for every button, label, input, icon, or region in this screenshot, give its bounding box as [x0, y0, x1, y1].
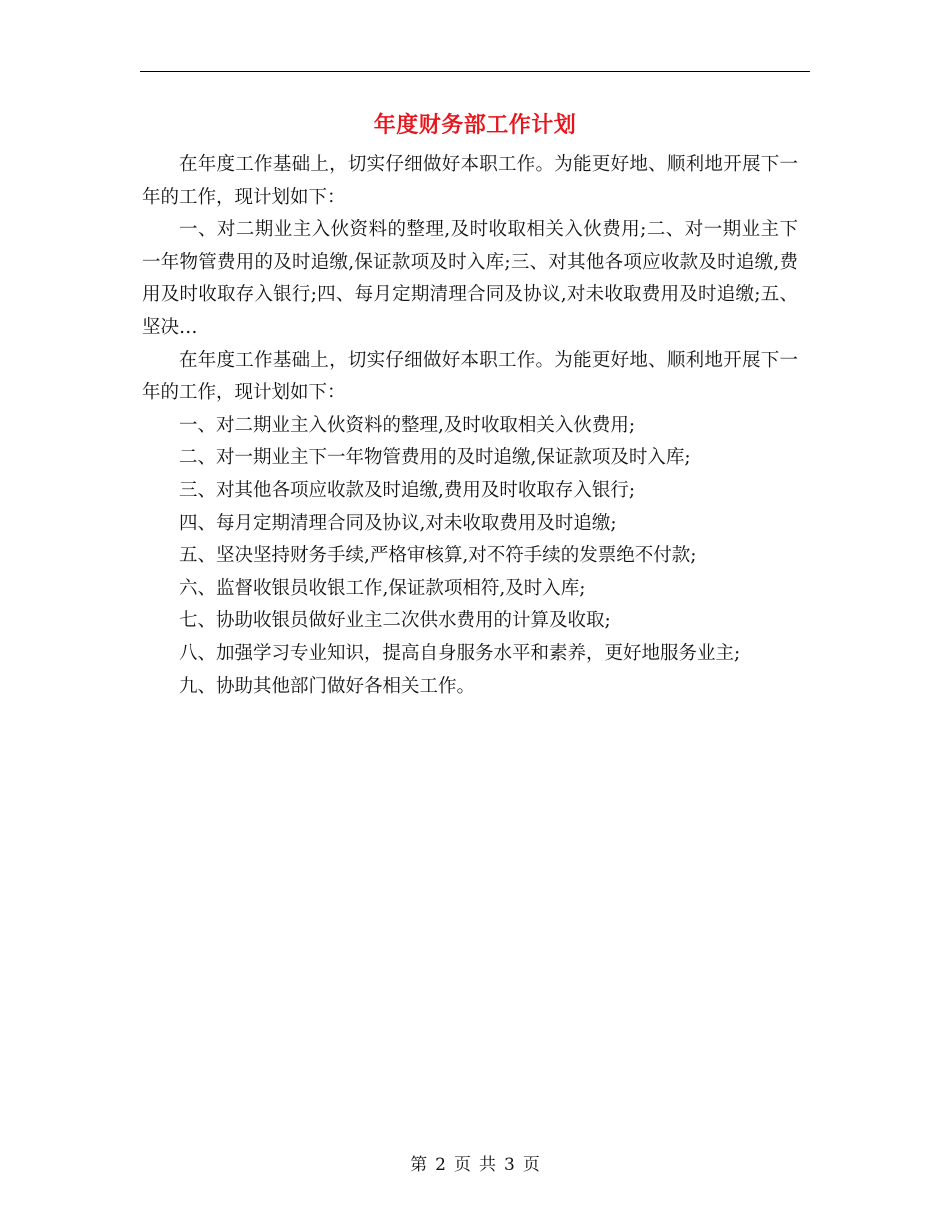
plan-item-8: 八、加强学习专业知识，提高自身服务水平和素养，更好地服务业主; [179, 642, 741, 664]
plan-item-4: 四、每月定期清理合同及协议,对未收取费用及时追缴; [179, 512, 617, 534]
plan-item-6: 六、监督收银员收银工作,保证款项相符,及时入库; [179, 577, 586, 599]
document-body [142, 149, 798, 703]
footer-label-unit: 页 [454, 1155, 471, 1175]
paragraph-intro-repeat: 在年度工作基础上，切实仔细做好本职工作。为能更好地、顺利地开展下一年的工作，现计划如下： [142, 349, 798, 404]
plan-item-2: 二、对一期业主下一年物管费用的及时追缴,保证款项及时入库; [179, 447, 691, 469]
plan-item-1: 一、对二期业主入伙资料的整理,及时收取相关入伙费用; [179, 414, 636, 436]
plan-item-3: 三、对其他各项应收款及时追缴,费用及时收取存入银行; [179, 479, 636, 501]
plan-item-7: 七、协助收银员做好业主二次供水费用的计算及收取; [179, 610, 611, 632]
header-rule [140, 71, 810, 72]
paragraph-summary: 一、对二期业主入伙资料的整理,及时收取相关入伙费用;二、对一期业主下一年物管费用的及时追缴,保证款项及时入库;三、对其他各项应收款及时追缴,费用及时收取存入银行;四、每月定期清理合同及协议,对未收取费用及时追缴;五、坚决… [142, 219, 798, 338]
footer-current-page: 2 [435, 1155, 446, 1175]
footer-label-total: 共 [479, 1155, 496, 1175]
plan-item-5: 五、坚决坚持财务手续,严格审核算,对不符手续的发票绝不付款; [179, 545, 697, 567]
paragraph-intro: 在年度工作基础上，切实仔细做好本职工作。为能更好地、顺利地开展下一年的工作，现计划如下： [142, 154, 798, 208]
footer-label-page: 第 [410, 1155, 428, 1175]
plan-item-9: 九、协助其他部门做好各相关工作。 [179, 675, 476, 697]
footer-total-pages: 3 [504, 1155, 515, 1175]
footer-label-unit-end: 页 [522, 1155, 540, 1175]
page-footer [140, 1153, 810, 1177]
document-title: 年度财务部工作计划 [373, 112, 577, 138]
